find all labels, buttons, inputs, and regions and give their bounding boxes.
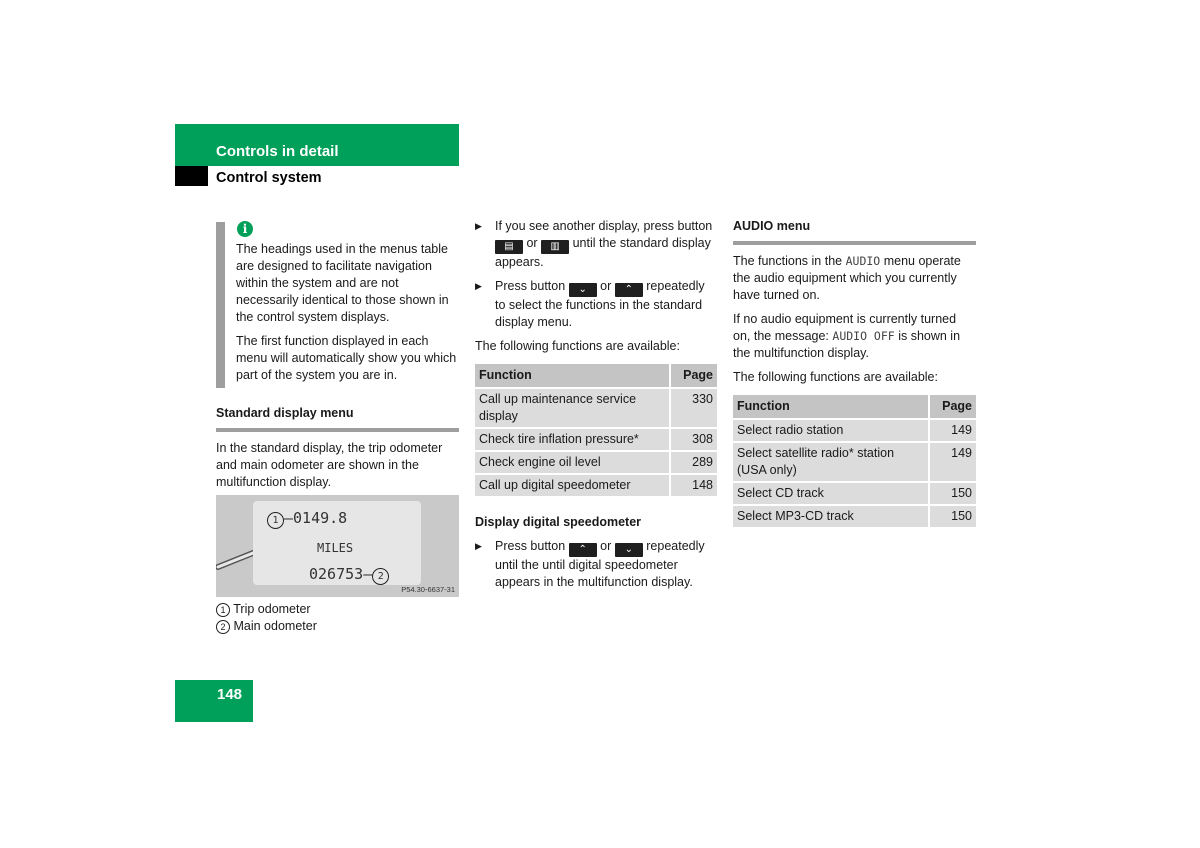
table-header: Function Page	[733, 395, 976, 418]
instruction-bullet-2: ▶ Press button ⌄ or ⌃ repeatedly to select the functions in the standard display menu.	[475, 278, 717, 331]
section-title: Controls in detail	[216, 143, 339, 160]
legend-item-2: 2 Main odometer	[216, 618, 459, 635]
standard-menu-heading: Standard display menu	[216, 405, 459, 432]
header-marker	[175, 166, 208, 186]
odometer-figure	[216, 495, 459, 597]
functions-intro: The following functions are available:	[475, 339, 680, 353]
unit-label: MILES	[317, 541, 354, 555]
speedometer-heading: Display digital speedometer	[475, 515, 642, 529]
standard-functions-table	[475, 362, 717, 498]
info-icon: i	[237, 221, 253, 237]
table-header: Function Page	[475, 364, 717, 387]
callout-1: 1	[267, 512, 284, 529]
instruction-bullet-3: ▶ Press button ⌃ or ⌄ repeatedly until the until digital speedometer appears in the multifunction display.	[475, 538, 717, 591]
callout-2: 2	[372, 568, 389, 585]
info-paragraph-2: The first function displayed in each menu will automatically show you which part of the system you are in.	[236, 334, 457, 382]
legend-item-1: 1 Trip odometer	[216, 601, 459, 618]
table-row: Select MP3-CD track 150	[733, 506, 976, 527]
lcd-display	[253, 501, 421, 585]
standard-menu-text: In the standard display, the trip odometer and main odometer are shown in the multifunction display.	[216, 441, 443, 489]
page-number: 148	[217, 686, 243, 703]
table-row: Select radio station 149	[733, 420, 976, 441]
instruction-bullet-1: ▶ If you see another display, press button ▤ or ▥ until the standard display appears.	[475, 218, 717, 271]
audio-menu-heading: AUDIO menu	[733, 218, 976, 245]
column-2	[475, 218, 717, 598]
audio-functions-table	[733, 393, 976, 529]
main-readout: 026753— 2	[309, 565, 389, 585]
table-row: Check engine oil level 289	[475, 452, 717, 473]
arrow-down-icon: ⌄	[569, 283, 597, 297]
display-back-icon: ▥	[541, 240, 569, 254]
table-row: Select satellite radio* station (USA only) 149	[733, 443, 976, 481]
audio-functions-intro: The following functions are available:	[733, 370, 938, 384]
main-value: 026753	[309, 565, 364, 583]
arrow-up-icon: ⌃	[569, 543, 597, 557]
figure-legend	[216, 601, 459, 635]
audio-menu-section	[733, 218, 976, 529]
figure-code: P54.30-6637-31	[401, 585, 455, 594]
info-note-text	[236, 241, 458, 391]
trip-readout: 1 —0149.8	[267, 509, 347, 529]
audio-paragraph-1: The functions in the AUDIO menu operate the audio equipment which you currently have turned on.	[733, 254, 961, 302]
arrow-down-icon: ⌄	[615, 543, 643, 557]
table-row: Check tire inflation pressure* 308	[475, 429, 717, 450]
trip-value: 0149.8	[293, 509, 348, 527]
info-paragraph-1: The headings used in the menus table are designed to facilitate navigation within the system and are not necessarily identical to those shown in the control system displays.	[236, 242, 449, 324]
audio-paragraph-2: If no audio equipment is currently turned on, the message: AUDIO OFF is shown in the multifunction display.	[733, 312, 961, 360]
table-row: Call up maintenance service display 330	[475, 389, 717, 427]
table-row: Select CD track 150	[733, 483, 976, 504]
arrow-up-icon: ⌃	[615, 283, 643, 297]
section-subtitle: Control system	[216, 170, 322, 186]
display-reset-icon: ▤	[495, 240, 523, 254]
standard-menu-section	[216, 405, 459, 498]
table-row: Call up digital speedometer 148	[475, 475, 717, 496]
